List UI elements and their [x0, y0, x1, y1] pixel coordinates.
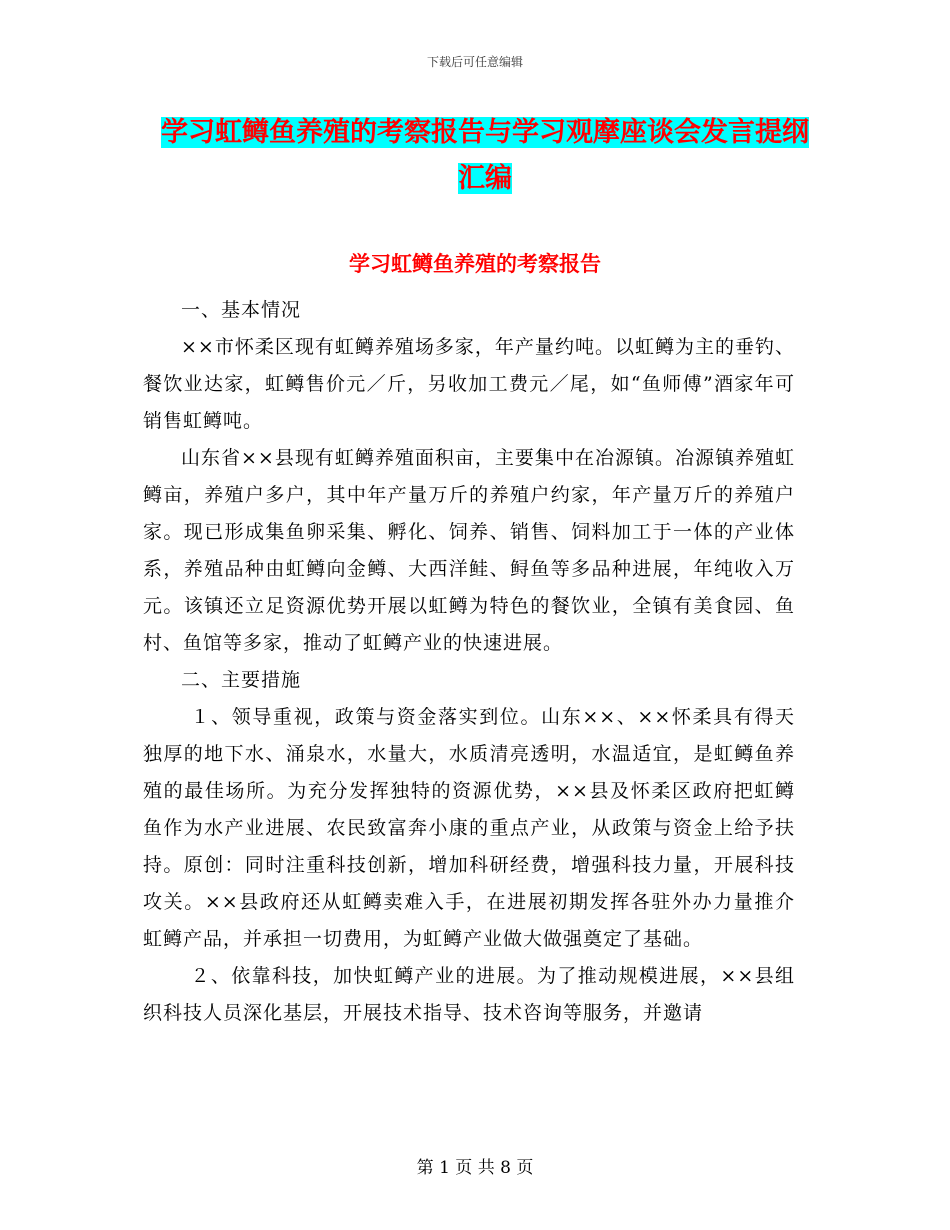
heading-basic-situation: 一、基本情况 — [181, 299, 302, 321]
document-body — [143, 292, 795, 1032]
paragraph: ××市怀柔区现有虹鳟养殖场多家，年产量约吨。以虹鳟为主的垂钓、餐饮业达家，虹鳟售价元／斤，另收加工费元／尾，如“鱼师傅”酒家年可销售虹鳟吨。 — [143, 336, 795, 432]
document-title-text: 学习虹鳟鱼养殖的考察报告与学习观摩座谈会发言提纲汇编 — [161, 117, 809, 194]
paragraph: 山东省××县现有虹鳟养殖面积亩，主要集中在冶源镇。冶源镇养殖虹鳟亩，养殖户多户，其中年产量万斤的养殖户约家，年产量万斤的养殖户家。现已形成集鱼卵采集、孵化、饲养、销售、饲料加工于一体的产业体系，养殖品种由虹鳟向金鳟、大西洋鲑、鲟鱼等多品种进展，年纯收入万元。该镇还立足资源优势开展以虹鳟为特色的餐饮业，全镇有美食园、鱼村、鱼馆等多家，推动了虹鳟产业的快速进展。 — [143, 447, 795, 654]
page-number: 第 1 页 共 8 页 — [416, 1158, 534, 1178]
paragraph: ２、依靠科技，加快虹鳟产业的进展。为了推动规模进展，××县组织科技人员深化基层，开展技术指导、技术咨询等服务，并邀请 — [143, 965, 795, 1024]
page-header-note: 下载后可任意编辑 — [426, 55, 523, 69]
paragraph: １、领导重视，政策与资金落实到位。山东××、××怀柔具有得天独厚的地下水、涌泉水，水量大，水质清亮透明，水温适宜，是虹鳟鱼养殖的最佳场所。为充分发挥独特的资源优势，××县及怀柔区政府把虹鳟鱼作为水产业进展、农民致富奔小康的重点产业，从政策与资金上给予扶持。原创：同时注重科技创新，增加科研经费，增强科技力量，开展科技攻关。××县政府还从虹鳟卖难入手，在进展初期发挥各驻外办力量推介虹鳟产品，并承担一切费用，为虹鳟产业做大做强奠定了基础。 — [143, 706, 795, 950]
heading-main-measures: 二、主要措施 — [181, 669, 302, 691]
document-title — [150, 110, 820, 202]
section-title: 学习虹鳟鱼养殖的考察报告 — [349, 251, 601, 276]
